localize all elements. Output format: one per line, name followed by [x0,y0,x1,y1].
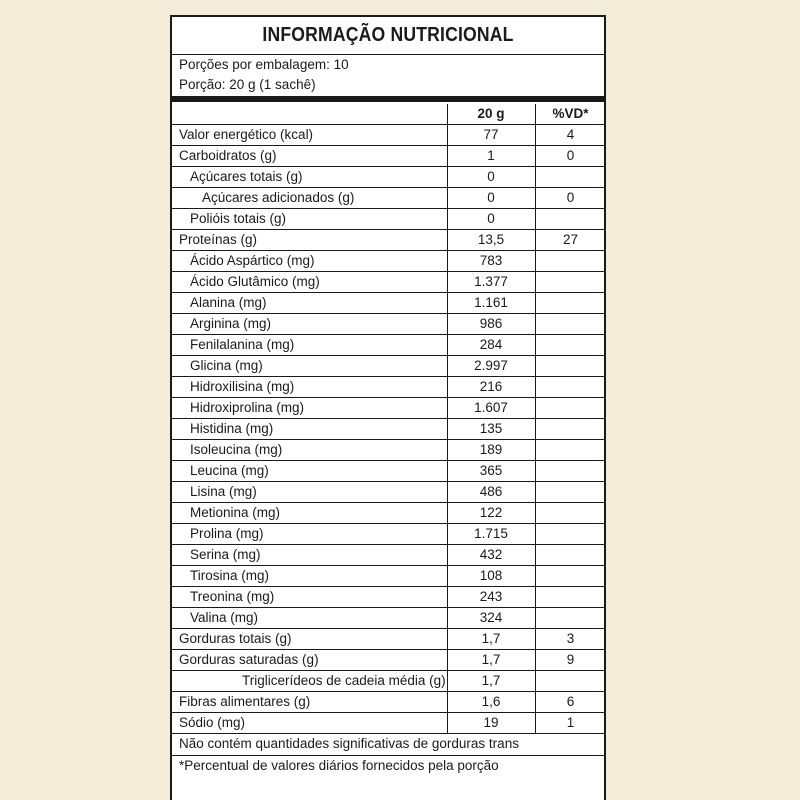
table-row [172,335,604,356]
table-row [172,524,604,545]
nutrient-name: Isoleucina (mg) [190,442,283,457]
nutrient-amount: 1,7 [481,673,501,688]
serving-size: Porção: 20 g (1 sachê) [179,77,316,92]
nutrient-name: Fenilalanina (mg) [190,337,295,352]
amount-column-header: 20 g [477,106,505,121]
nutrient-dv: 3 [566,631,575,646]
table-row [172,608,604,629]
nutrient-amount: 0 [487,169,495,184]
table-row [172,356,604,377]
column-divider [447,104,448,734]
nutrient-amount: 1 [487,148,495,163]
nutrient-amount: 1,7 [481,652,501,667]
nutrient-amount: 0 [487,190,495,205]
table-row [172,230,604,251]
table-row [172,692,604,713]
nutrient-amount: 284 [479,337,503,352]
nutrient-name: Gorduras totais (g) [179,631,292,646]
nutrient-amount: 432 [479,547,503,562]
footnote-trans-fat: Não contém quantidades significativas de gorduras trans [179,736,519,751]
nutrient-amount: 783 [479,253,503,268]
nutrient-name: Prolina (mg) [190,526,264,541]
nutrient-name: Hidroxiprolina (mg) [190,400,305,415]
footnote-daily-value: *Percentual de valores diários fornecidos pela porção [179,758,499,773]
table-row [172,146,604,167]
nutrient-amount: 243 [479,589,503,604]
nutrient-name: Polióis totais (g) [190,211,287,226]
nutrient-name: Hidroxilisina (mg) [190,379,295,394]
table-row [172,398,604,419]
table-row [172,461,604,482]
nutrient-amount: 1.715 [474,526,508,541]
nutrient-name: Proteínas (g) [179,232,258,247]
nutrient-name: Triglicerídeos de cadeia média (g) [242,673,446,688]
nutrient-amount: 1.377 [474,274,508,289]
nutrient-amount: 122 [479,505,503,520]
panel-title: INFORMAÇÃO NUTRICIONAL [262,24,514,46]
nutrient-amount: 108 [479,568,503,583]
nutrient-dv: 6 [566,694,575,709]
nutrient-amount: 13,5 [477,232,505,247]
table-row [172,167,604,188]
nutrient-name: Gorduras saturadas (g) [179,652,319,667]
nutrient-name: Açúcares adicionados (g) [202,190,355,205]
table-row [172,440,604,461]
nutrient-amount: 216 [479,379,503,394]
table-row [172,671,604,692]
table-row [172,314,604,335]
nutrient-name: Ácido Glutâmico (mg) [190,274,320,289]
table-row [172,188,604,209]
nutrient-name: Valina (mg) [190,610,259,625]
nutrient-amount: 1,7 [481,631,501,646]
table-row [172,587,604,608]
column-divider [535,104,536,734]
nutrient-amount: 1.607 [474,400,508,415]
table-row [172,293,604,314]
nutrient-name: Lisina (mg) [190,484,257,499]
nutrient-name: Tirosina (mg) [190,568,270,583]
table-row [172,629,604,650]
nutrient-amount: 1.161 [474,295,508,310]
divider [172,755,604,756]
table-row [172,650,604,671]
nutrient-amount: 986 [479,316,503,331]
table-row [172,419,604,440]
table-row [172,251,604,272]
nutrient-name: Leucina (mg) [190,463,269,478]
nutrient-dv: 0 [566,148,575,163]
table-row [172,272,604,293]
table-row [172,125,604,146]
table-row [172,713,604,734]
nutrient-name: Metionina (mg) [190,505,281,520]
nutrient-name: Alanina (mg) [190,295,267,310]
nutrient-name: Treonina (mg) [190,589,275,604]
nutrient-amount: 1,6 [481,694,501,709]
nutrient-name: Histidina (mg) [190,421,274,436]
table-row [172,503,604,524]
nutrient-dv: 9 [566,652,575,667]
nutrient-amount: 19 [483,715,499,730]
table-row [172,209,604,230]
nutrition-facts-panel [170,15,606,800]
table-row [172,545,604,566]
nutrient-dv: 0 [566,190,575,205]
dv-column-header: %VD* [552,106,589,121]
servings-per-package: Porções por embalagem: 10 [179,57,349,72]
nutrient-amount: 365 [479,463,503,478]
nutrition-table [172,104,604,734]
nutrient-name: Carboidratos (g) [179,148,277,163]
nutrient-amount: 0 [487,211,495,226]
nutrient-name: Arginina (mg) [190,316,272,331]
nutrient-amount: 77 [483,127,499,142]
nutrient-name: Valor energético (kcal) [179,127,314,142]
nutrient-name: Ácido Aspártico (mg) [190,253,315,268]
nutrient-name: Sódio (mg) [179,715,246,730]
nutrient-name: Serina (mg) [190,547,261,562]
table-row [172,377,604,398]
table-row [172,482,604,503]
nutrient-dv: 27 [562,232,579,247]
nutrient-amount: 189 [479,442,503,457]
divider [172,54,604,55]
nutrient-amount: 486 [479,484,503,499]
table-header [172,104,604,125]
nutrient-dv: 4 [566,127,575,142]
thick-divider [172,96,604,102]
nutrient-name: Glicina (mg) [190,358,263,373]
nutrient-amount: 324 [479,610,503,625]
nutrient-amount: 135 [479,421,503,436]
nutrient-dv: 1 [566,715,575,730]
nutrient-name: Fibras alimentares (g) [179,694,311,709]
nutrient-name: Açúcares totais (g) [190,169,303,184]
nutrient-amount: 2.997 [474,358,508,373]
table-row [172,566,604,587]
